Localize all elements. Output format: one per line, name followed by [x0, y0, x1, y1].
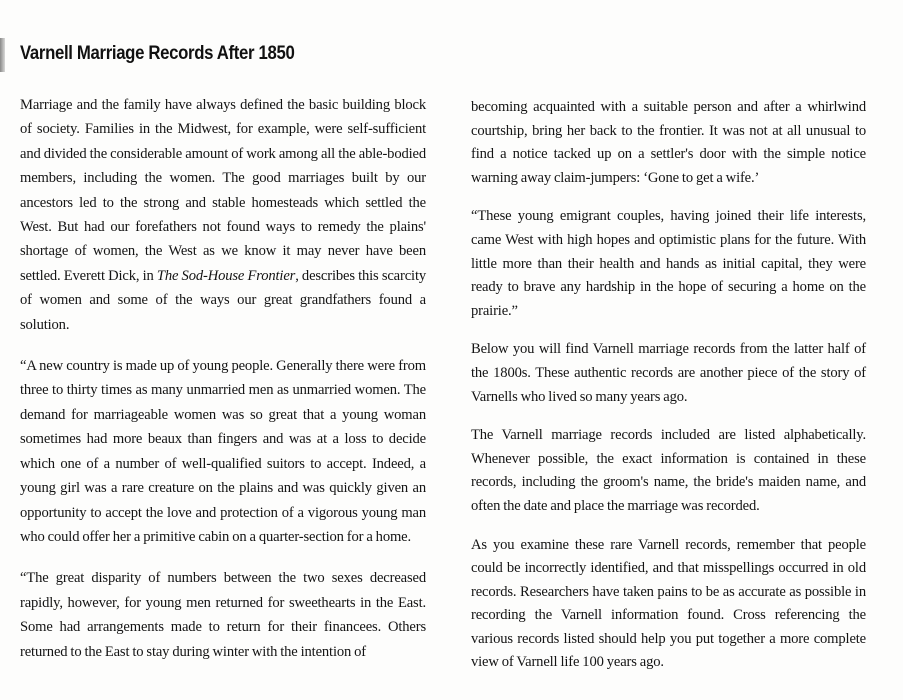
intro-text-end: , describes this scarcity of women and some of the ways our great grandfathers found a solution. [20, 267, 426, 333]
intro-paragraph [20, 93, 426, 337]
book-title: The Sod-House Frontier [156, 267, 296, 284]
intro-text-start: Marriage and the family have always defined the basic building block of society. Families in the Midwest, for example, were self-sufficient and divided the considerable amount of work among all the able-bodied members, including the women. The good marriages built by our ancestors led to the strong and stable homesteads which settled the West. But had our forefathers not found ways to remedy the plains' shortage of women, the West as we know it may never have been settled. Everett Dick, in [20, 97, 426, 284]
right-column [471, 96, 866, 690]
quote-paragraph-2: “The great disparity of numbers between the two sexes decreased rapidly, however, for young men returned for sweethearts in the East. Some had arrangements made to return for their financees. Others returned to the East to stay during winter with the intention of [20, 570, 426, 660]
left-column [20, 93, 426, 681]
page-title: Varnell Marriage Records After 1850 [20, 42, 295, 64]
quote-paragraph-3: “These young emigrant couples, having joined their life interests, came West with high hopes and optimistic plans for the future. With little more than their health and hands as initial capital, they were ready to brave any hardship in the hope of securing a home on the prairie.” [471, 208, 866, 319]
quote-paragraph-1: “A new country is made up of young people. Generally there were from three to thirty times as many unmarried men as unmarried women. The demand for marriageable women was so great that a young woman sometimes had more beaux than fingers and was at a loss to decide which one of a number of well-qualified suitors to accept. Indeed, a young girl was a rare creature on the plains and was quickly given an opportunity to accept the love and protection of a vigorous young man who could offer her a primitive cabin on a quarter-section for a home. [20, 358, 426, 545]
records-format-paragraph: The Varnell marriage records included are listed alphabetically. Whenever possible, the exact information is contained in these records, including the groom's name, the bride's maiden name, and often the date and place the marriage was recorded. [471, 427, 866, 514]
quote-continuation-paragraph: becoming acquainted with a suitable person and after a whirlwind courtship, bring her back to the frontier. It was not at all unusual to find a notice tacked up on a settler's door with the simple notice warning away claim-jumpers: ‘Gone to get a wife.’ [471, 99, 866, 186]
page-edge-mark [0, 38, 5, 72]
records-intro-paragraph: Below you will find Varnell marriage records from the latter half of the 1800s. These authentic records are another piece of the story of Varnells who lived so many years ago. [471, 341, 866, 405]
records-caution-paragraph: As you examine these rare Varnell records, remember that people could be incorrectly identified, and that misspellings occurred in old records. Researchers have taken pains to be as accurate as possible in recording the Varnell information found. Cross referencing the various records listed should help you put together a more complete view of Varnell life 100 years ago. [471, 536, 866, 671]
